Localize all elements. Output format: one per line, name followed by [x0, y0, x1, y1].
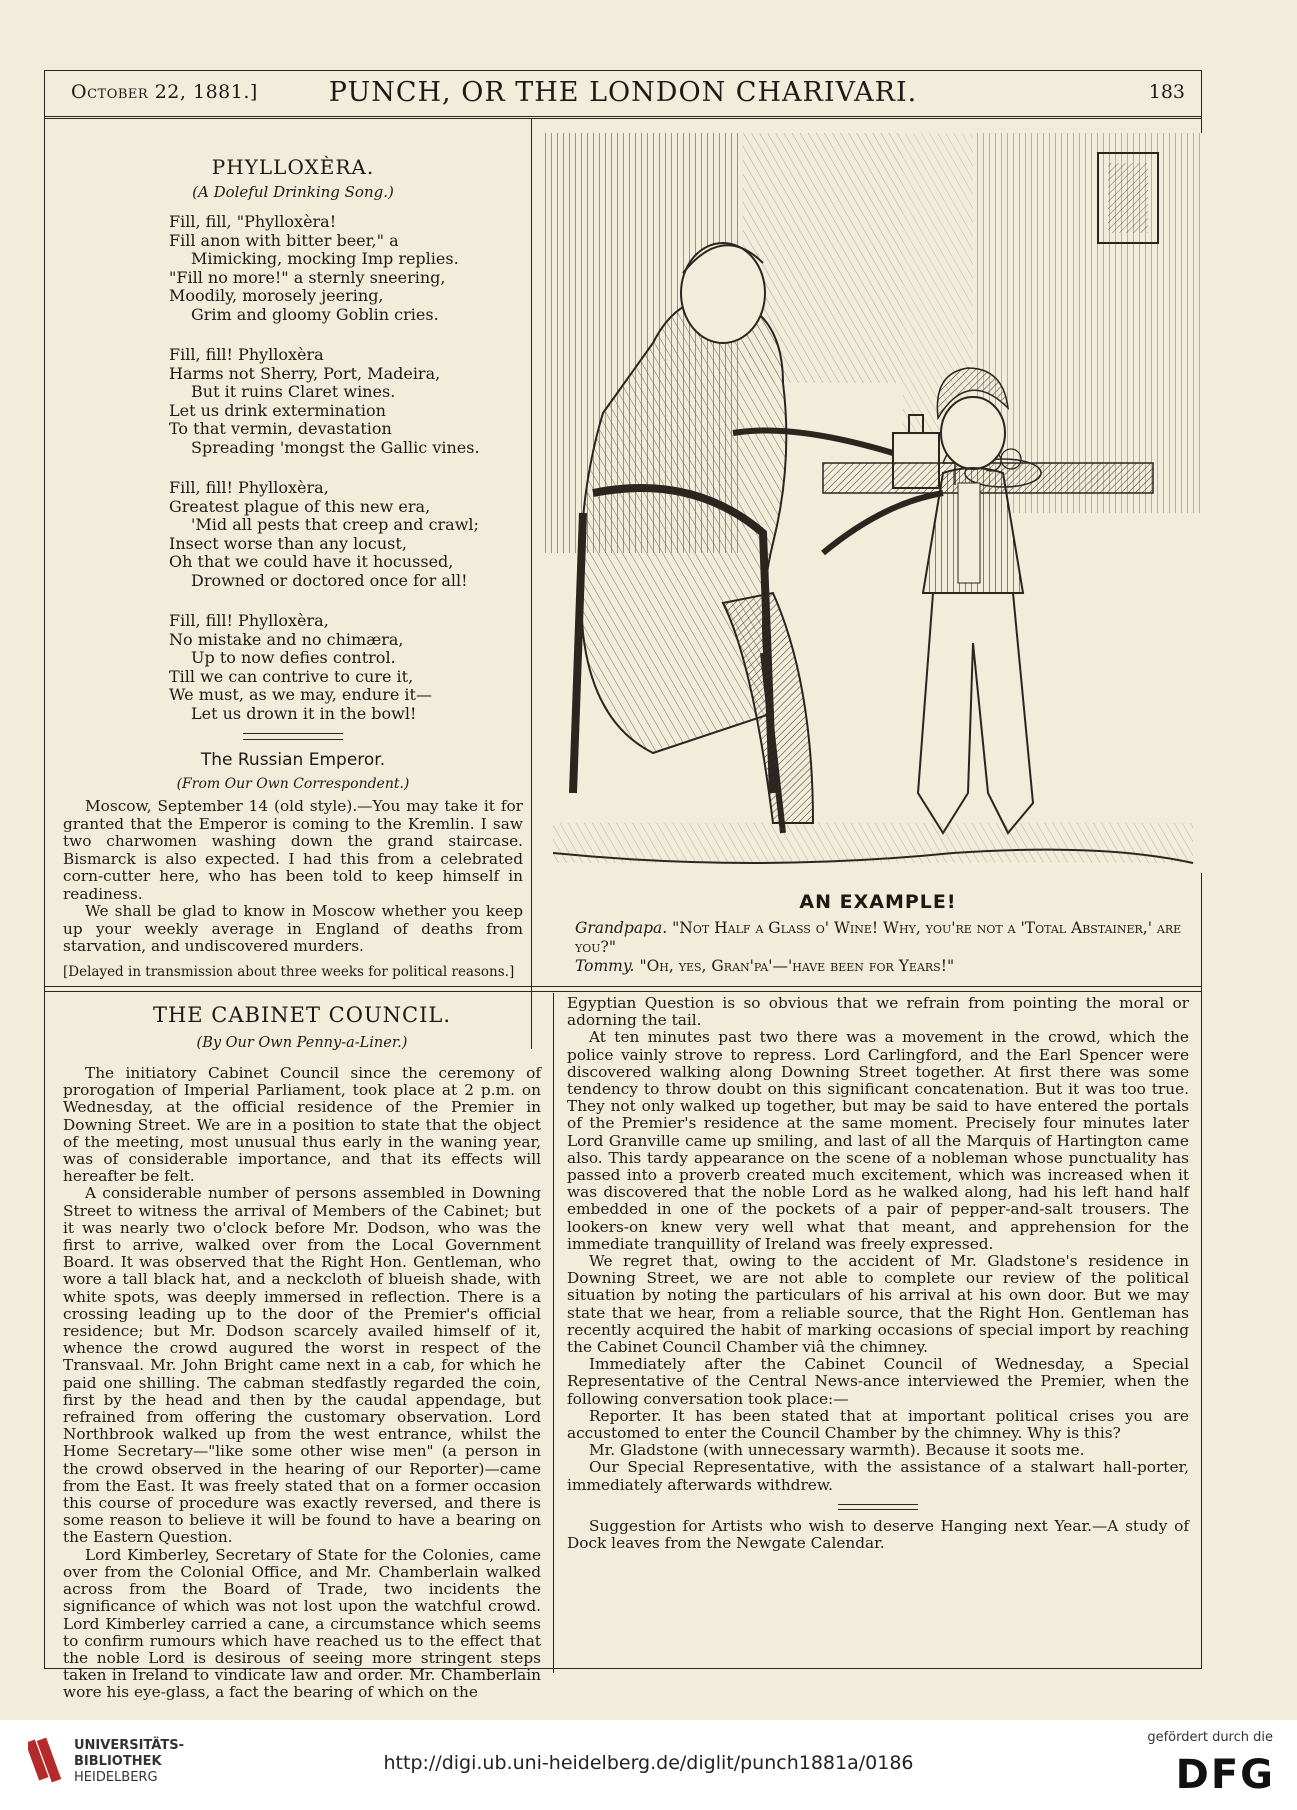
poem-line: Up to now defies control. — [191, 648, 396, 667]
cabinet-title: THE CABINET COUNCIL. — [152, 1003, 451, 1027]
header-page-number: 183 — [1148, 81, 1185, 103]
russian-note: [Delayed in transmission about three weeks for political reasons.] — [63, 963, 515, 980]
poem-line: 'Mid all pests that creep and crawl; — [191, 515, 479, 534]
poem-stanza-3 — [169, 479, 523, 590]
russian-subtitle: (From Our Own Correspondent.) — [176, 776, 410, 792]
library-line-2: BIBLIOTHEK — [74, 1754, 162, 1769]
header-title: PUNCH, OR THE LONDON CHARIVARI. — [328, 77, 918, 108]
caption-line-2 — [575, 957, 1223, 976]
poem-line: Let us drink extermination — [169, 400, 386, 420]
poem-line: Spreading 'mongst the Gallic vines. — [191, 437, 480, 457]
poem-stanza-2 — [169, 346, 523, 457]
viewer-footer — [0, 1720, 1297, 1810]
poem-line: Let us drown it in the bowl! — [191, 703, 417, 723]
section-rule — [243, 733, 343, 740]
poem-line: No mistake and no chimæra, — [169, 629, 404, 649]
poem-line: Fill, fill, "Phylloxèra! — [169, 212, 337, 231]
russian-paragraph-1: Moscow, September 14 (old style).—You may take it for granted that the Emperor is coming to the Kremlin. I saw two charwomen washing down the grand staircase. Bismarck is also expected. I had this from a celebrated corn-cutter here, who has been told to keep himself in readiness. — [63, 797, 523, 903]
right-paragraph-3: We regret that, owing to the accident of Mr. Gladstone's residence in Downing Street, we are not able to complete our review of the political situation by noting the particulars of his arrival at his own door. But we may state that we hear, from a reliable source, that the Right Hon. Gentleman has recently acquired the habit of marking occasions of special import by reaching the Cabinet Council Chamber viâ the chimney. — [567, 1252, 1189, 1357]
right-paragraph-2: At ten minutes past two there was a movement in the crowd, which the police vainly strove to repress. Lord Carlingford, and the Earl Spencer were discovered walking along Downing Street together. At first there was some tendency to throw doubt on this significant concatenation. But it was too true. They not only walked up together, but may be said to have entered the portals of the Premier's residence at the same moment. Precisely four minutes later Lord Granville came up smiling, and last of all the Marquis of Hartington came also. This tardy appearance on the scene of a nobleman whose punctuality has passed into a proverb created much excitement, which was increased when it was discovered that the noble Lord as he walked along, had his left hand half embedded in one of the pockets of a pair of pepper-and-salt trousers. The lookers-on knew very well what that meant, and apprehension for the immediate tranquillity of Ireland was freely expressed. — [567, 1028, 1189, 1253]
right-paragraph-5: Reporter. It has been stated that at important political crises you are accustomed to enter the Council Chamber by the chimney. Why is this? — [567, 1406, 1189, 1443]
caption-line-1 — [575, 919, 1223, 957]
cartoon-illustration — [533, 133, 1223, 893]
poem-line: Till we can contrive to cure it, — [169, 666, 414, 686]
poem-line: Fill, fill! Phylloxèra, — [169, 611, 329, 630]
cabinet-council-article — [63, 993, 541, 1702]
russian-paragraph-2: We shall be glad to know in Moscow whether you keep up your weekly average in England of deaths from starvation, and undiscovered murders. — [63, 902, 523, 955]
library-line-3: HEIDELBERG — [74, 1770, 158, 1785]
section-rule — [838, 1504, 918, 1510]
left-column-top — [63, 141, 523, 980]
poem-line: Fill, fill! Phylloxèra, — [169, 478, 329, 497]
cabinet-paragraph-3: Lord Kimberley, Secretary of State for the Colonies, came over from the Colonial Office, and Mr. Chamberlain walked across from the Board of Trade, two incidents the significance of which was not lost upon the watchful crowd. Lord Kimberley carried a cane, a circumstance which seems to confirm rumours which have reached us to the effect that the noble Lord is desirous of seeing more stringent steps taken in Ireland to vindicate law and order. Mr. Chamberlain wore his eye-glass, a fact the bearing of which on the — [63, 1545, 541, 1702]
cabinet-subtitle: (By Our Own Penny-a-Liner.) — [196, 1035, 408, 1051]
caption-speaker-grandpapa: Grandpapa. — [575, 919, 668, 937]
cartoon-caption — [533, 891, 1223, 976]
funding-label: gefördert durch die — [1147, 1730, 1273, 1745]
cabinet-paragraph-2: A considerable number of persons assembled in Downing Street to witness the arrival of Members of the Cabinet; but it was nearly two o'clock before Mr. Dodson, who was the first to arrive, walked over from the Local Government Board. It was observed that the Right Hon. Gentleman, who wore a tall black hat, and a neckcloth of blueish shade, with white spots, was deeply immersed in reflection. There is a crossing leading up to the door of the Premier's official residence; but Mr. Dodson scarcely availed himself of it, whence the crowd augured the worst in respect of the Transvaal. Mr. John Bright came next in a cab, for which he paid one shilling. The cabman stedfastly regarded the coin, first by the head and then by the caudal appendage, but refrained from offering the customary observation. Lord Northbrook walked up from the west entrance, whilst the Home Secretary—"like some other wise men" (a person in the crowd observed in the hearing of our Reporter)—came from the East. It was freely stated that on a former occasion this course of procedure was exactly reversed, and there is some reason to believe it will be found to have a bearing on the Eastern Question. — [63, 1184, 541, 1547]
poem-line: Insect worse than any locust, — [169, 533, 407, 553]
poem-line: Grim and gloomy Goblin cries. — [191, 304, 439, 324]
poem-line: But it ruins Claret wines. — [191, 382, 396, 401]
header-date: October 22, 1881.] — [71, 81, 258, 103]
caption-speaker-tommy: Tommy. — [575, 957, 635, 975]
poem-line: Mimicking, mocking Imp replies. — [191, 249, 459, 268]
poem-stanza-1 — [169, 213, 523, 324]
right-paragraph-4: Immediately after the Cabinet Council of Wednesday, a Special Representative of the Central News-ance interviewed the Premier, when the following conversation took place:— — [567, 1355, 1189, 1408]
poem-line: We must, as we may, endure it— — [169, 685, 432, 704]
right-paragraph-7: Our Special Representative, with the assistance of a stalwart hall-porter, immediately afterwards withdrew. — [567, 1458, 1189, 1494]
cabinet-paragraph-1: The initiatory Cabinet Council since the ceremony of prorogation of Imperial Parliament, took place at 2 p.m. on Wednesday, at the official residence of the Premier in Downing Street. We are in a position to state that the object of the meeting, most unusual thus early in the waning year, was of considerable importance, and that its effects will hereafter be felt. — [63, 1064, 541, 1186]
poem-stanza-4 — [169, 612, 523, 723]
poem-line: Fill anon with bitter beer," a — [169, 230, 399, 250]
library-line-1: UNIVERSITÄTS- — [74, 1738, 184, 1753]
right-paragraph-1: Egyptian Question is so obvious that we refrain from pointing the moral or adorning the tail. — [567, 994, 1189, 1030]
poem-line: Oh that we could have it hocussed, — [169, 552, 454, 571]
page-header — [45, 71, 1201, 119]
poem-subtitle: (A Doleful Drinking Song.) — [192, 183, 394, 201]
poem-line: To that vermin, devastation — [169, 419, 392, 438]
poem-line: Harms not Sherry, Port, Madeira, — [169, 363, 441, 383]
caption-quote-tommy: "Oh, yes, Gran'pa'—'have been for Years!" — [639, 957, 955, 975]
dfg-logo: DFG — [1175, 1752, 1275, 1798]
horizontal-divider — [45, 986, 1201, 992]
russian-title: The Russian Emperor. — [200, 750, 386, 770]
poem-line: Moodily, morosely jeering, — [169, 286, 384, 305]
page-frame — [44, 70, 1202, 1702]
caption-quote-grandpapa: "Not Half a Glass o' Wine! Why, you're not a 'Total Abstainer,' are you?" — [575, 919, 1182, 956]
right-column-bottom — [567, 995, 1189, 1552]
permalink-url[interactable]: http://digi.ub.uni-heidelberg.de/diglit/punch1881a/0186 — [383, 1752, 914, 1774]
poem-line: Greatest plague of this new era, — [169, 496, 431, 516]
column-divider-bottom — [553, 993, 554, 1673]
cartoon-title: AN EXAMPLE! — [799, 891, 957, 913]
poem-title: PHYLLOXÈRA. — [211, 155, 375, 179]
suggestion-paragraph: Suggestion for Artists who wish to deserve Hanging next Year.—A study of Dock leaves from the Newgate Calendar. — [567, 1516, 1189, 1553]
poem-line: "Fill no more!" a sternly sneering, — [169, 267, 446, 287]
column-divider-top — [531, 119, 532, 1049]
poem-line: Fill, fill! Phylloxèra — [169, 345, 324, 364]
poem-line: Drowned or doctored once for all! — [191, 570, 468, 590]
right-paragraph-6: Mr. Gladstone (with unnecessary warmth). Because it soots me. — [589, 1441, 1085, 1460]
